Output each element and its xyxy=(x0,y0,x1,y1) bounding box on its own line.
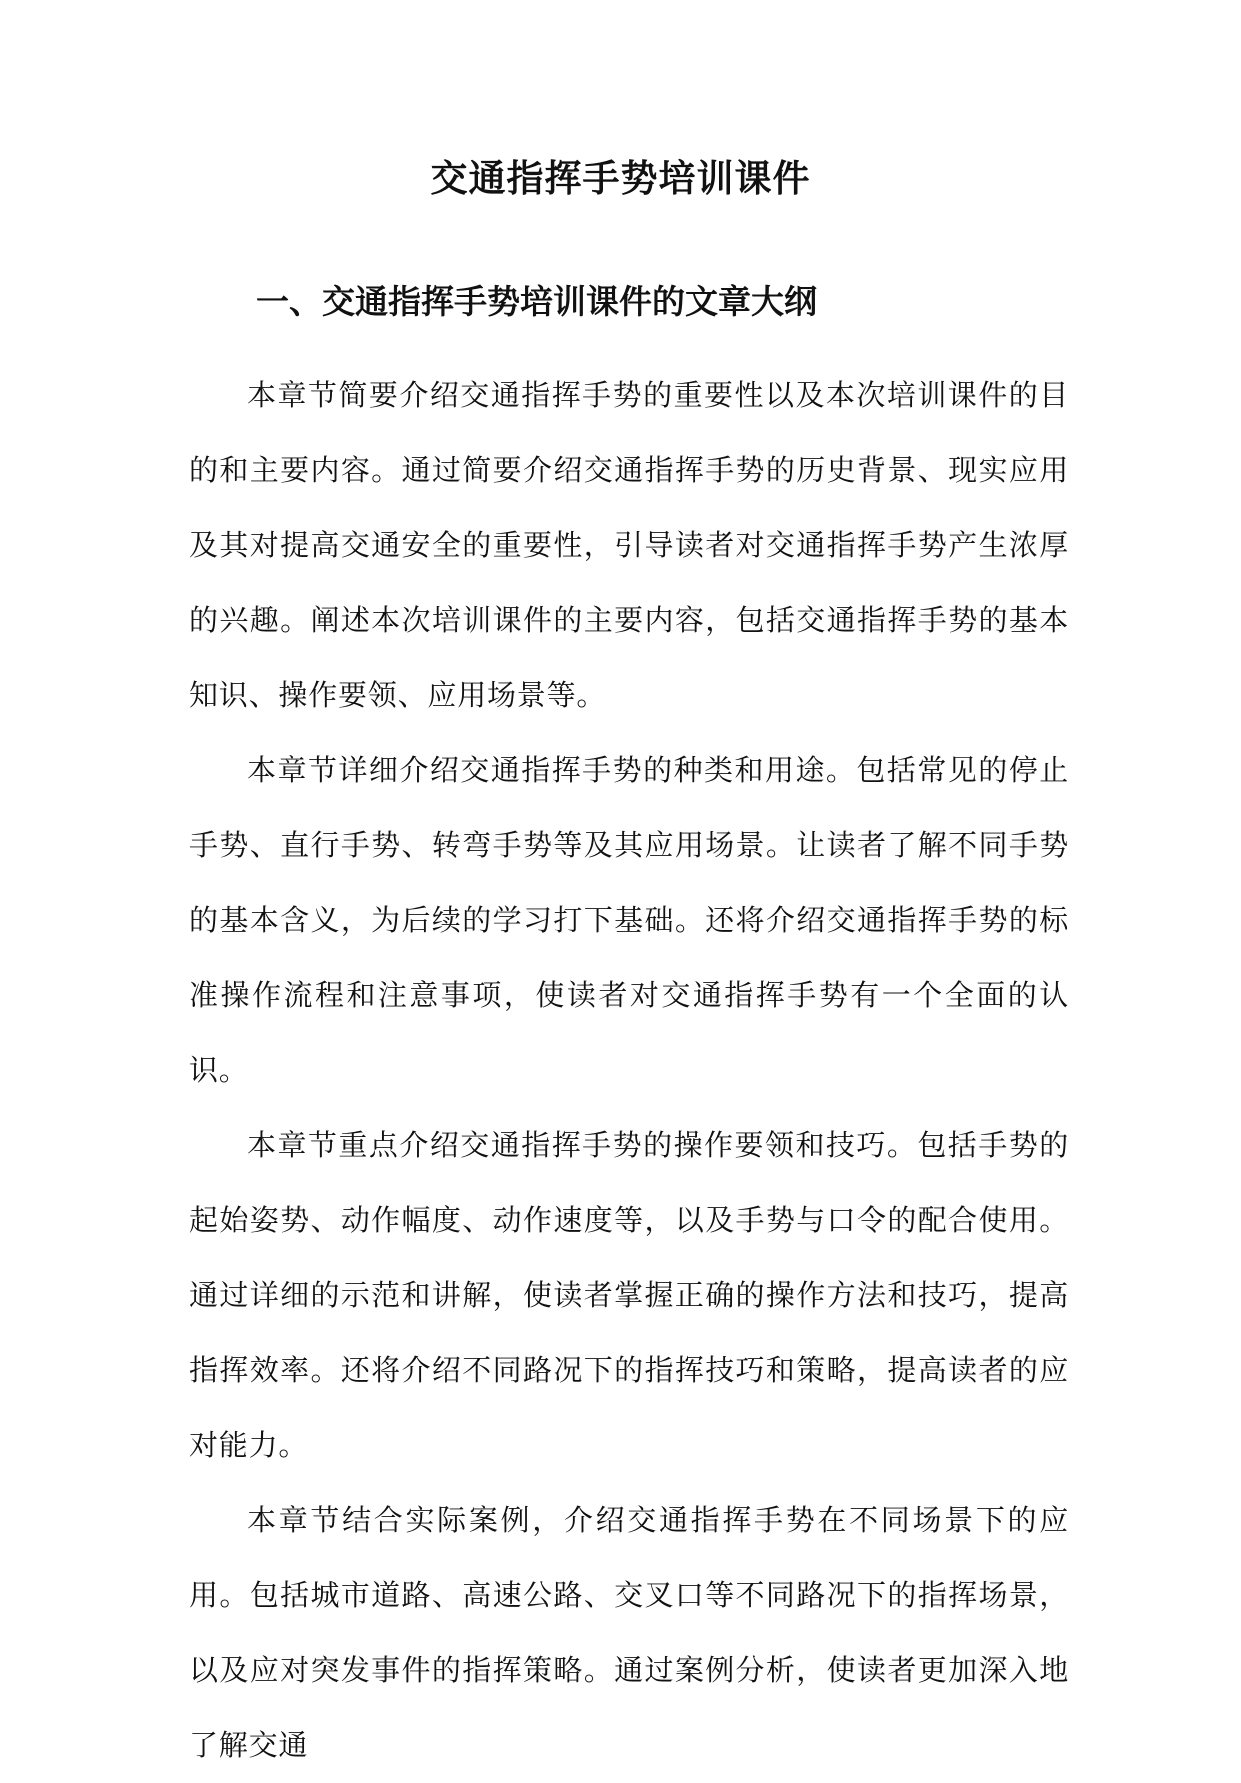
paragraph-gesture-types: 本章节详细介绍交通指挥手势的种类和用途。包括常见的停止手势、直行手势、转弯手势等及其应用场景。让读者了解不同手势的基本含义，为后续的学习打下基础。还将介绍交通指挥手势的标准操作流程和注意事项，使读者对交通指挥手势有一个全面的认识。 xyxy=(189,753,1069,1087)
document-body xyxy=(189,358,1069,1783)
document-title: 交通指挥手势培训课件 xyxy=(430,156,811,200)
section-heading: 一、交通指挥手势培训课件的文章大纲 xyxy=(256,282,817,321)
paragraph-case-applications: 本章节结合实际案例，介绍交通指挥手势在不同场景下的应用。包括城市道路、高速公路、交叉口等不同路况下的指挥场景，以及应对突发事件的指挥策略。通过案例分析，使读者更加深入地了解交通 xyxy=(189,1503,1069,1762)
paragraph-operation-skills: 本章节重点介绍交通指挥手势的操作要领和技巧。包括手势的起始姿势、动作幅度、动作速度等，以及手势与口令的配合使用。通过详细的示范和讲解，使读者掌握正确的操作方法和技巧，提高指挥效率。还将介绍不同路况下的指挥技巧和策略，提高读者的应对能力。 xyxy=(189,1128,1069,1462)
paragraph-intro: 本章节简要介绍交通指挥手势的重要性以及本次培训课件的目的和主要内容。通过简要介绍交通指挥手势的历史背景、现实应用及其对提高交通安全的重要性，引导读者对交通指挥手势产生浓厚的兴趣。阐述本次培训课件的主要内容，包括交通指挥手势的基本知识、操作要领、应用场景等。 xyxy=(189,378,1069,712)
